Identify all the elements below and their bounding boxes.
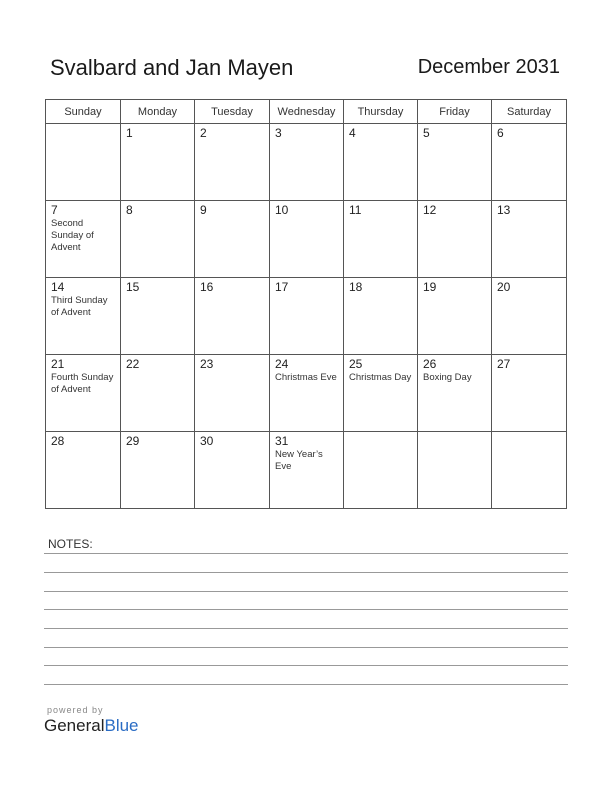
day-number: 15 [126, 280, 140, 294]
holiday-label: New Year’s Eve [275, 449, 323, 472]
notes-line [44, 609, 568, 610]
day-cell [46, 355, 121, 432]
day-cell [418, 432, 492, 509]
day-number: 16 [200, 280, 214, 294]
day-cell [46, 124, 121, 201]
calendar-country-title: Svalbard and Jan Mayen [50, 55, 294, 80]
weekday-header: Sunday [46, 100, 121, 124]
day-number: 3 [275, 126, 282, 140]
holiday-label: Second Sunday of Advent [51, 218, 94, 253]
holiday-label: Christmas Day [349, 372, 412, 383]
day-number: 12 [423, 203, 437, 217]
day-cell [195, 355, 270, 432]
notes-line [44, 684, 568, 685]
day-cell [195, 124, 270, 201]
day-number: 8 [126, 203, 133, 217]
day-number: 4 [349, 126, 356, 140]
day-cell [270, 201, 344, 278]
weekday-header: Monday [121, 100, 195, 124]
day-cell [418, 355, 492, 432]
day-number: 17 [275, 280, 289, 294]
day-number: 28 [51, 434, 65, 448]
day-cell [195, 278, 270, 355]
day-cell [418, 201, 492, 278]
day-cell [46, 432, 121, 509]
day-number: 18 [349, 280, 363, 294]
day-cell [195, 432, 270, 509]
notes-line [44, 553, 568, 554]
day-cell [270, 278, 344, 355]
week-row [46, 278, 567, 355]
day-cell [492, 278, 567, 355]
notes-line [44, 591, 568, 592]
day-cell [344, 432, 418, 509]
logo-text-general: General [44, 716, 105, 735]
day-number: 31 [275, 434, 289, 448]
day-number: 23 [200, 357, 214, 371]
holiday-label: Third Sunday of Advent [51, 295, 108, 318]
holiday-label: Boxing Day [423, 372, 472, 383]
day-cell [270, 124, 344, 201]
week-row [46, 124, 567, 201]
weekday-header: Friday [418, 100, 492, 124]
day-cell [418, 278, 492, 355]
week-row [46, 432, 567, 509]
notes-line [44, 628, 568, 629]
day-cell [121, 432, 195, 509]
day-number: 22 [126, 357, 140, 371]
day-cell [418, 124, 492, 201]
day-number: 9 [200, 203, 207, 217]
day-number: 6 [497, 126, 504, 140]
day-cell [492, 201, 567, 278]
holiday-label: Christmas Eve [275, 372, 337, 383]
day-number: 10 [275, 203, 289, 217]
day-cell [46, 201, 121, 278]
day-number: 13 [497, 203, 511, 217]
holiday-label: Fourth Sunday of Advent [51, 372, 114, 395]
day-cell [492, 124, 567, 201]
day-number: 14 [51, 280, 65, 294]
day-number: 11 [349, 203, 362, 217]
calendar-month-title: December 2031 [417, 56, 560, 78]
day-cell [344, 278, 418, 355]
day-cell [344, 201, 418, 278]
day-cell [121, 201, 195, 278]
day-number: 2 [200, 126, 207, 140]
day-number: 27 [497, 357, 511, 371]
weekday-header: Tuesday [195, 100, 270, 124]
day-cell [121, 278, 195, 355]
day-number: 19 [423, 280, 437, 294]
weekday-header: Thursday [344, 100, 418, 124]
day-cell [270, 355, 344, 432]
notes-line [44, 665, 568, 666]
week-row [46, 201, 567, 278]
day-cell [492, 432, 567, 509]
day-number: 5 [423, 126, 430, 140]
weekday-header: Saturday [492, 100, 567, 124]
day-cell [344, 124, 418, 201]
week-row [46, 355, 567, 432]
weekday-header-row [46, 100, 567, 124]
weekday-header: Wednesday [270, 100, 344, 124]
day-cell [46, 278, 121, 355]
day-cell [344, 355, 418, 432]
day-number: 24 [275, 357, 289, 371]
day-number: 20 [497, 280, 511, 294]
day-cell [121, 124, 195, 201]
day-number: 25 [349, 357, 363, 371]
notes-line [44, 647, 568, 648]
day-number: 21 [51, 357, 65, 371]
day-cell [121, 355, 195, 432]
powered-by-label: powered by [47, 705, 104, 715]
notes-line [44, 572, 568, 573]
day-number: 7 [51, 203, 58, 217]
day-cell [270, 432, 344, 509]
notes-label: NOTES: [48, 537, 93, 551]
logo-text-blue: Blue [104, 716, 139, 735]
day-number: 26 [423, 357, 437, 371]
day-number: 30 [200, 434, 214, 448]
calendar-grid [45, 99, 567, 509]
generalblue-logo[interactable] [44, 716, 139, 736]
day-number: 1 [126, 126, 133, 140]
day-cell [492, 355, 567, 432]
day-number: 29 [126, 434, 140, 448]
day-cell [195, 201, 270, 278]
